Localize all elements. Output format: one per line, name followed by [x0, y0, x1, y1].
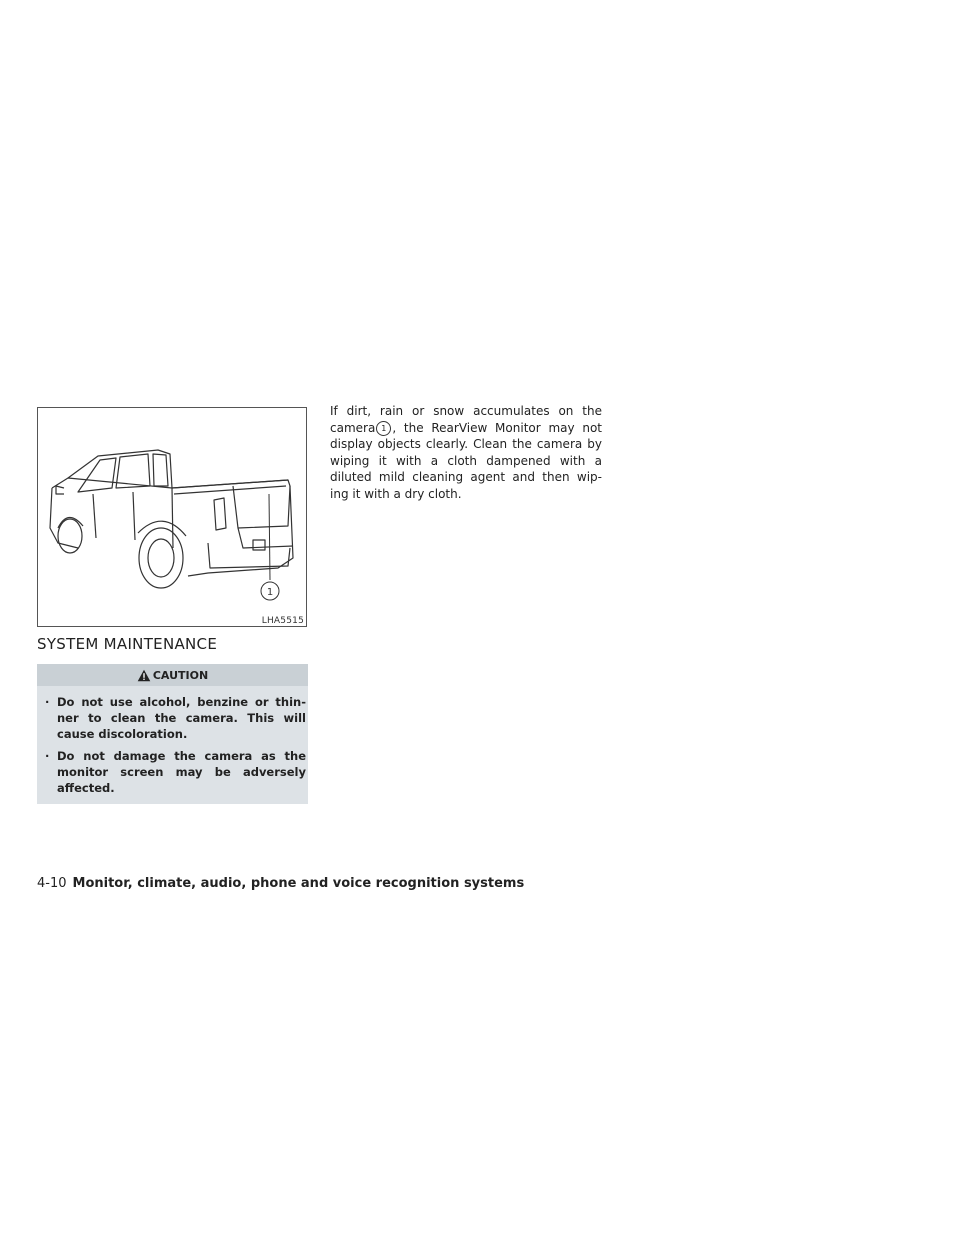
truck-illustration [37, 407, 307, 627]
caution-item: · Do not damage the camera as the monitor screen may be adversely affected. [43, 748, 306, 796]
paragraph-text-end: , the RearView Monitor may not display objects clearly. Clean the camera by wiping it with a cloth dampened with a diluted mild cleaning agent and then wip- ing it with a dry cloth. [330, 420, 602, 501]
caution-box [37, 664, 308, 804]
section-title: SYSTEM MAINTENANCE [37, 635, 218, 653]
camera-callout-marker: 1 [376, 421, 391, 436]
warning-triangle-icon [137, 669, 151, 682]
page-number: 4-10 [37, 876, 67, 891]
pickup-truck-drawing [38, 408, 306, 626]
page-footer [37, 876, 524, 891]
caution-item: · Do not use alcohol, benzine or thin- ner to clean the camera. This will cause discoloration. [43, 694, 306, 742]
paragraph-text-start: If dirt, rain or snow accumulates on the camera [330, 404, 602, 435]
caution-list [37, 686, 308, 796]
camera-callout-label: 1 [266, 587, 274, 598]
maintenance-paragraph [330, 403, 602, 502]
caution-heading: CAUTION [152, 668, 209, 682]
chapter-title: Monitor, climate, audio, phone and voice recognition systems [72, 876, 525, 891]
figure-code: LHA5515 [261, 616, 304, 626]
caution-header [37, 664, 308, 686]
